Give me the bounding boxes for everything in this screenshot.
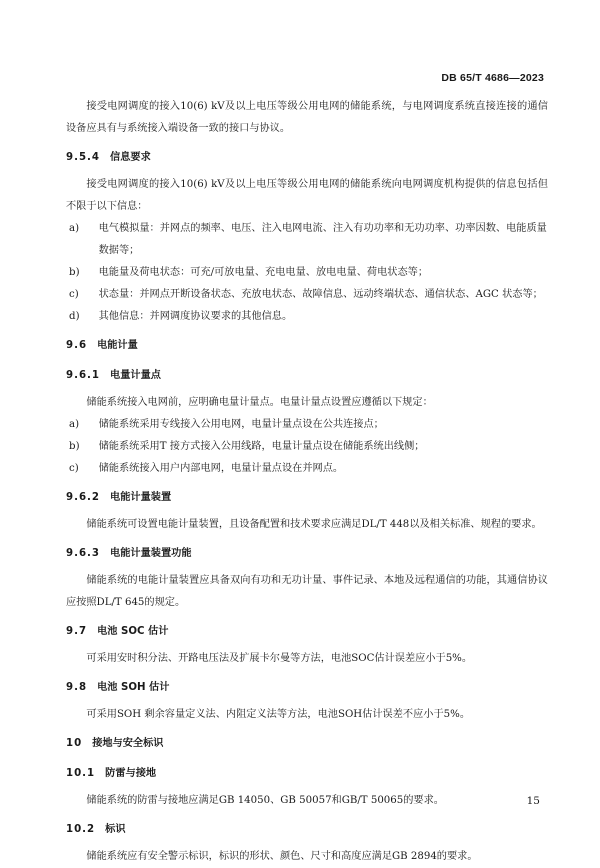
standard-code: DB 65/T 4686—2023 [441,72,544,84]
section-number: 9.5.4 [66,152,101,163]
section-number: 9.6.1 [66,370,101,381]
list-item-marker: c) [69,463,79,474]
section-heading [66,486,548,510]
paragraph: 接受电网调度的接入10(6) kV及以上电压等级公用电网的储能系统，与电网调度系统直接连接的通信设备应具有与系统接入端设备一致的接口与协议。 [66,101,548,134]
list-item-marker: b) [69,441,80,452]
section-number: 9.8 [66,682,88,693]
section-heading [66,334,548,358]
list-item-text: 储能系统采用专线接入公用电网，电量计量点设在公共连接点； [98,419,384,430]
list-item [66,218,548,262]
list-item-marker: a) [69,419,80,430]
section-heading [66,676,548,700]
section-heading [66,146,548,170]
paragraph: 储能系统接入电网前，应明确电量计量点。电量计量点设置应遵循以下规定： [86,397,433,408]
section-number: 9.6.2 [66,492,101,503]
section-number: 10.2 [66,824,96,835]
list-item [66,262,548,284]
list-item-text: 其他信息：并网调度协议要求的其他信息。 [98,311,293,322]
list-item-marker: d) [69,311,80,322]
list-item-text: 储能系统采用T 接方式接入公用线路，电量计量点设在储能系统出线侧； [98,441,425,452]
paragraph: 储能系统的电能计量装置应具备双向有功和无功计量、事件记录、本地及远程通信的功能，其通信协议应按照DL/T 645的规定。 [66,575,548,608]
list-item-text: 状态量：并网点开断设备状态、充放电状态、故障信息、远动终端状态、通信状态、AGC 状态等； [98,289,543,300]
paragraph: 可采用SOH 剩余容量定义法、内阻定义法等方法，电池SOH估计误差不应小于5%。 [86,709,471,720]
section-number: 10 [66,738,83,749]
section-title: 电量计量点 [110,370,161,381]
list-item [66,414,548,436]
page-number: 15 [526,795,540,807]
list-item [66,458,548,480]
section-heading [66,732,548,756]
document-body [66,96,548,868]
section-title: 标识 [105,824,126,835]
list-item-text: 电能量及荷电状态：可充/可放电量、充电电量、放电电量、荷电状态等； [98,267,429,278]
section-title: 信息要求 [110,152,151,163]
section-number: 9.6.3 [66,548,101,559]
paragraph: 接受电网调度的接入10(6) kV及以上电压等级公用电网的储能系统向电网调度机构提供的信息包括但不限于以下信息： [66,179,548,212]
list-item [66,436,548,458]
section-heading [66,762,548,786]
section-title: 防雷与接地 [105,768,157,779]
list-item [66,306,548,328]
paragraph: 储能系统的防雷与接地应满足GB 14050、GB 50057和GB/T 50065的要求。 [86,795,444,806]
section-title: 电能计量装置功能 [110,548,192,559]
paragraph: 储能系统应有安全警示标识，标识的形状、颜色、尺寸和高度应满足GB 2894的要求。 [86,851,478,862]
section-title: 电能计量装置 [110,492,172,503]
section-number: 9.7 [66,626,88,637]
section-title: 电池 SOC 估计 [97,626,169,637]
list-item-marker: c) [69,289,79,300]
section-number: 9.6 [66,340,88,351]
list-item-marker: a) [69,223,80,234]
list-item-marker: b) [69,267,80,278]
section-heading [66,364,548,388]
list-item [66,284,548,306]
section-number: 10.1 [66,768,96,779]
section-heading [66,542,548,566]
section-title: 电能计量 [97,340,138,351]
section-title: 接地与安全标识 [92,738,164,749]
paragraph: 储能系统可设置电能计量装置，且设备配置和技术要求应满足DL/T 448以及相关标准、规程的要求。 [86,519,542,530]
section-title: 电池 SOH 估计 [97,682,170,693]
list-item-text: 储能系统接入用户内部电网，电量计量点设在并网点。 [98,463,344,474]
list-item-text: 电气模拟量：并网点的频率、电压、注入电网电流、注入有功功率和无功功率、功率因数、电能质量数据等； [98,223,547,256]
section-heading [66,620,548,644]
section-heading [66,818,548,842]
paragraph: 可采用安时积分法、开路电压法及扩展卡尔曼等方法，电池SOC估计误差应小于5%。 [86,653,473,664]
